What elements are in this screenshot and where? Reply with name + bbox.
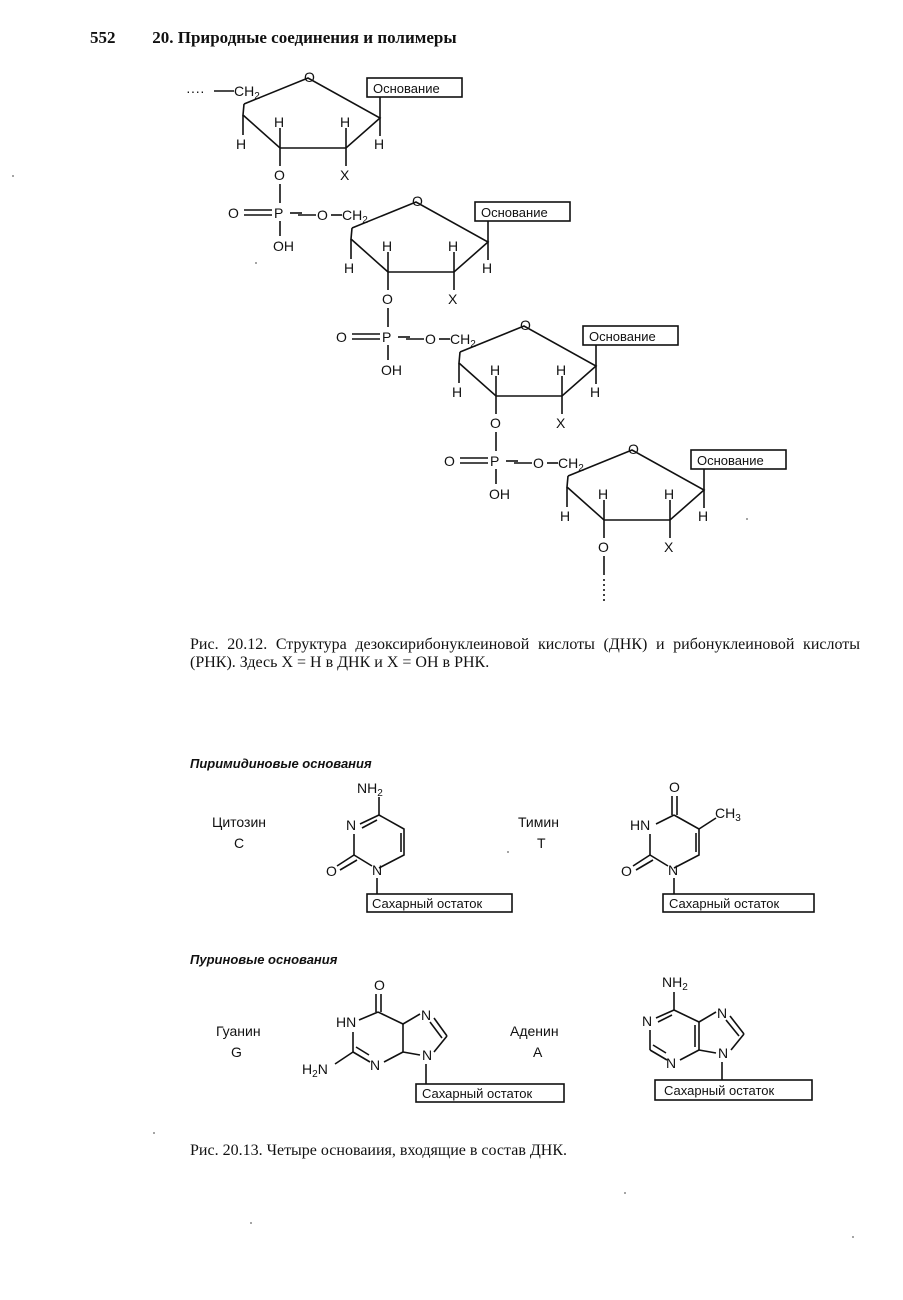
scan-speck <box>255 262 257 264</box>
cytosine-letter: C <box>234 835 245 851</box>
phosphorus-atom: P <box>274 205 284 221</box>
hydrogen-atom: H <box>340 114 351 130</box>
cytosine-name: Цитозин <box>212 814 267 830</box>
ester-oxygen: O <box>317 207 328 223</box>
x-substituent: X <box>448 291 458 307</box>
adenine-n3: N <box>666 1055 677 1071</box>
thymine-ch3: $CH_3$ <box>715 805 741 824</box>
hydrogen-atom: H <box>490 362 501 378</box>
ch2-group: $CH_2$ <box>342 207 368 226</box>
thymine-n1: N <box>668 862 679 878</box>
ester-oxygen: O <box>425 331 436 347</box>
guanine-letter: G <box>231 1044 242 1060</box>
scan-speck <box>624 1192 626 1194</box>
ring-oxygen: O <box>412 193 423 209</box>
cytosine-n1: N <box>372 862 383 878</box>
guanine-h2n: $H_2N$ <box>302 1061 328 1080</box>
x-substituent: X <box>340 167 350 183</box>
hydrogen-atom: H <box>482 260 493 276</box>
ring-oxygen: O <box>520 317 531 333</box>
figure-20-12-caption: Рис. 20.12. Структура дезоксирибонуклеиновой кислоты (ДНК) и рибонуклеиновой кислоты (РНК). Здесь X = H в ДНК и X = OH в РНК. <box>190 636 860 671</box>
hydroxyl-group: OH <box>381 362 402 378</box>
hydrogen-atom: H <box>382 238 393 254</box>
phosphate-oxygen: O <box>228 205 239 221</box>
c3-oxygen: O <box>274 167 285 183</box>
thymine-name: Тимин <box>518 814 559 830</box>
x-substituent: X <box>664 539 674 555</box>
ester-oxygen: O <box>533 455 544 471</box>
adenine-n7: N <box>717 1005 728 1021</box>
scan-speck <box>12 175 14 177</box>
hydroxyl-group: OH <box>273 238 294 254</box>
scan-speck <box>852 1236 854 1238</box>
cytosine-sugar-label: Сахарный остаток <box>372 896 483 911</box>
guanine-n3: N <box>370 1057 381 1073</box>
adenine-n9: N <box>718 1045 729 1061</box>
ring-oxygen: O <box>628 441 639 457</box>
base-label: Основание <box>481 205 548 220</box>
adenine-nh2: $NH_2$ <box>662 974 688 993</box>
phosphate-oxygen: O <box>336 329 347 345</box>
adenine-structure <box>510 974 812 1100</box>
figure-20-13-caption: Рис. 20.13. Четыре основаиия, входящие в состав ДНК. <box>190 1142 568 1159</box>
adenine-letter: A <box>533 1044 543 1060</box>
guanine-n9: N <box>422 1047 433 1063</box>
hydrogen-atom: H <box>236 136 247 152</box>
cytosine-n3: N <box>346 817 357 833</box>
cytosine-nh2: $NH_2$ <box>357 780 383 799</box>
guanine-hn: HN <box>336 1014 357 1030</box>
thymine-hn: HN <box>630 817 651 833</box>
hydrogen-atom: H <box>698 508 709 524</box>
scan-speck <box>746 518 748 520</box>
adenine-name: Аденин <box>510 1023 559 1039</box>
c3-oxygen: O <box>490 415 501 431</box>
page-number: 552 <box>90 28 116 47</box>
hydrogen-atom: H <box>556 362 567 378</box>
c3-oxygen: O <box>382 291 393 307</box>
scan-speck <box>507 851 509 853</box>
hydrogen-atom: H <box>274 114 285 130</box>
pyrimidine-bases-title: Пиримидиновые основания <box>190 756 372 771</box>
hydrogen-atom: H <box>560 508 571 524</box>
guanine-name: Гуанин <box>216 1023 261 1039</box>
base-label: Основание <box>697 453 764 468</box>
phosphorus-atom: P <box>382 329 392 345</box>
chapter-title: 20. Природные соединения и полимеры <box>152 28 457 47</box>
ch2-group: $CH_2$ <box>450 331 476 350</box>
hydrogen-atom: H <box>590 384 601 400</box>
x-substituent: X <box>556 415 566 431</box>
thymine-structure <box>518 779 814 912</box>
base-label: Основание <box>589 329 656 344</box>
guanine-structure <box>216 977 564 1102</box>
ch2-group: $CH_2$ <box>558 455 584 474</box>
scan-speck <box>250 1222 252 1224</box>
chain-start-dots: ···· <box>186 83 205 99</box>
thymine-oxygen-4: O <box>669 779 680 795</box>
base-label: Основание <box>373 81 440 96</box>
adenine-n1: N <box>642 1013 653 1029</box>
hydrogen-atom: H <box>344 260 355 276</box>
cytosine-oxygen: O <box>326 863 337 879</box>
thymine-sugar-label: Сахарный остаток <box>669 896 780 911</box>
guanine-oxygen: O <box>374 977 385 993</box>
cytosine-structure <box>212 780 512 912</box>
thymine-letter: T <box>537 835 546 851</box>
thymine-oxygen-2: O <box>621 863 632 879</box>
phosphorus-atom: P <box>490 453 500 469</box>
hydrogen-atom: H <box>664 486 675 502</box>
c3-oxygen: O <box>598 539 609 555</box>
ch2-group: $CH_2$ <box>234 83 260 102</box>
ring-oxygen: O <box>304 69 315 85</box>
guanine-sugar-label: Сахарный остаток <box>422 1086 533 1101</box>
scan-speck <box>153 1132 155 1134</box>
hydrogen-atom: H <box>448 238 459 254</box>
adenine-sugar-label: Сахарный остаток <box>664 1083 775 1098</box>
hydrogen-atom: H <box>598 486 609 502</box>
hydroxyl-group: OH <box>489 486 510 502</box>
purine-bases-title: Пуриновые основания <box>190 952 338 967</box>
hydrogen-atom: H <box>452 384 463 400</box>
hydrogen-atom: H <box>374 136 385 152</box>
phosphate-oxygen: O <box>444 453 455 469</box>
guanine-n7: N <box>421 1007 432 1023</box>
